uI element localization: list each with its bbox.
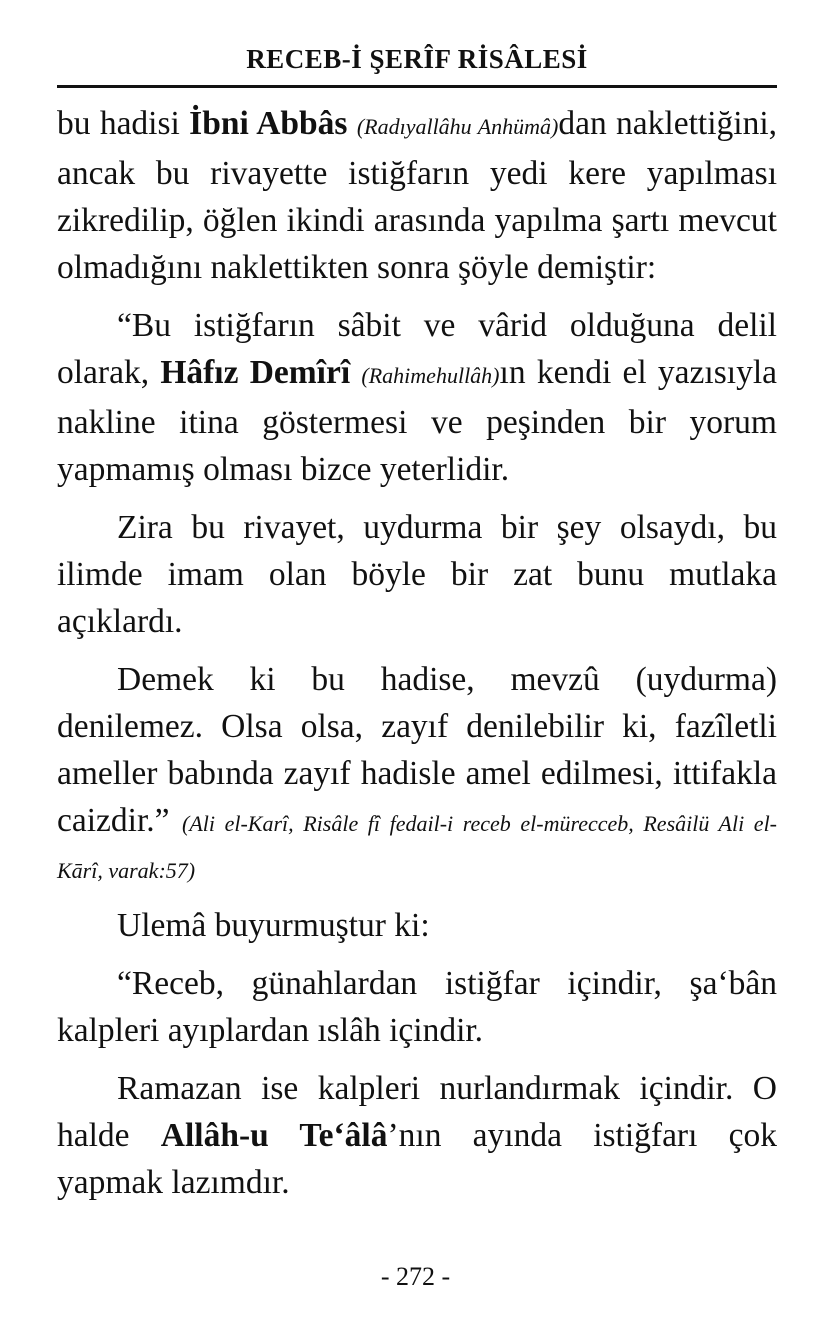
p1-name-bold: İbni Abbâs [189,105,348,142]
paragraph-6: “Receb, günahlardan istiğfar içindir, şa‘bân kalpleri ayıplardan ıslâh içindir. [57,965,777,1049]
body-text [57,100,777,1206]
p2-name-bold: Hâfız Demîrî [160,354,351,391]
paragraph-1 [57,100,777,291]
page-number: - 272 - [380,1262,451,1291]
paragraph-5: Ulemâ buyurmuştur ki: [117,907,430,944]
p4-text: Demek ki bu hadise, mevzû (uydurma) denilemez. Olsa olsa, zayıf denilebilir ki, fazîletli ameller babında zayıf hadisle amel edilmesi, ittifakla caizdir.” [57,661,777,839]
p2-text-1: “Bu istiğfarın sâbit ve vârid olduğuna delil olarak, [57,307,777,391]
p2-honorific: (Rahimehullâh) [361,363,500,388]
paragraph-3: Zira bu rivayet, uydurma bir şey olsaydı, bu ilimde imam olan böyle bir zat bunu mutlaka açıklardı. [57,509,777,640]
p7-text-1: Ramazan ise kalpleri nurlandırmak içindir. O halde [57,1070,777,1154]
p1-honorific: (Radıyallâhu Anhümâ) [356,114,559,139]
p1-text-2: dan naklettiğini, ancak bu rivayette istiğfarın yedi kere yapılması zikredilip, öğlen ikindi arasında yapılma şartı mevcut olmadığını naklettikten sonra şöyle demiştir: [57,105,778,286]
running-header: RECEB-İ ŞERÎF RİSÂLESİ [246,44,588,74]
paragraph-4 [57,656,777,891]
paragraph-2 [57,302,777,493]
p2-text-2: ın kendi el yazısıyla nakline itina göstermesi ve peşinden bir yorum yapmamış olması bizce yeterlidir. [57,354,777,488]
p1-text-1: bu hadisi [57,105,190,142]
p7-text-2: ’nın ayında istiğfarı çok yapmak lazımdır. [57,1117,777,1201]
book-page [57,0,777,1217]
header-rule [57,85,777,88]
p7-name-bold: Allâh-u Te‘âlâ [160,1117,388,1154]
paragraph-7 [57,1065,777,1206]
citation: (Ali el-Karî, Risâle fî fedail-i receb el-mürecceb, Resâilü Ali el-Kārî, varak:57) [57,811,778,883]
